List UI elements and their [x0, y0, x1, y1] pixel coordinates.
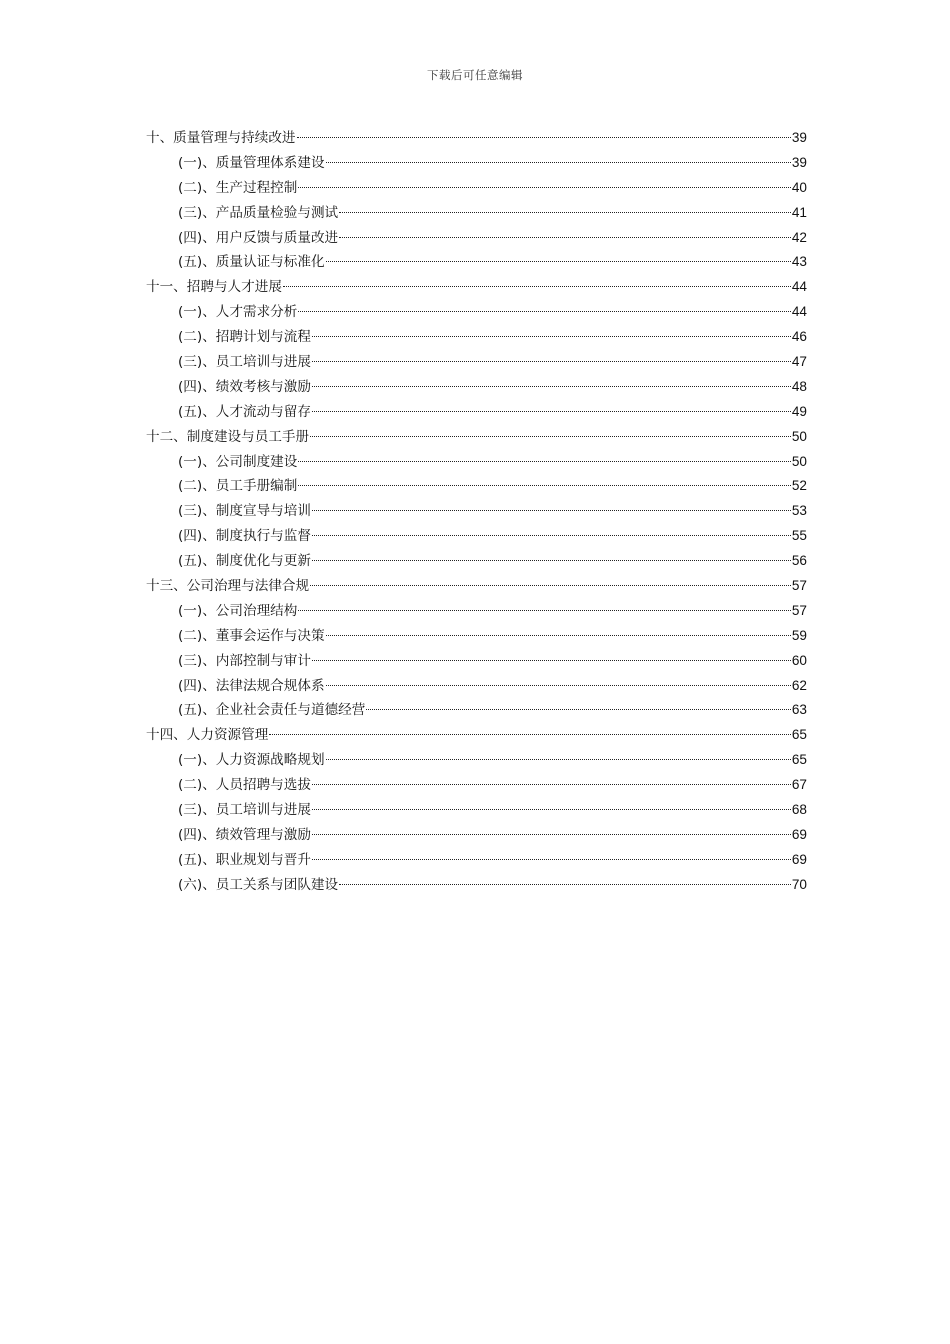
toc-dot-leader	[297, 137, 791, 138]
toc-section-entry[interactable]	[146, 325, 807, 350]
toc-entry-title: (五)、企业社会责任与道德经营	[178, 702, 366, 719]
toc-entry-page-number: 67	[791, 777, 807, 793]
toc-entry-page-number: 63	[791, 702, 807, 718]
toc-section-entry[interactable]	[146, 350, 807, 375]
toc-entry-title: 十三、公司治理与法律合规	[146, 578, 310, 595]
toc-section-entry[interactable]	[146, 748, 807, 773]
toc-dot-leader	[312, 859, 791, 860]
toc-section-entry[interactable]	[146, 176, 807, 201]
toc-dot-leader	[326, 162, 791, 163]
toc-entry-page-number: 59	[791, 627, 807, 643]
toc-entry-page-number: 65	[791, 727, 807, 743]
toc-dot-leader	[312, 510, 791, 511]
toc-dot-leader	[312, 361, 791, 362]
toc-dot-leader	[326, 759, 791, 760]
toc-section-entry[interactable]	[146, 300, 807, 325]
toc-entry-page-number: 39	[791, 130, 807, 145]
toc-section-entry[interactable]	[146, 226, 807, 251]
toc-entry-title: (三)、内部控制与审计	[178, 652, 311, 669]
toc-dot-leader	[339, 212, 791, 213]
toc-entry-page-number: 52	[791, 478, 807, 494]
toc-dot-leader	[326, 685, 791, 686]
toc-section-entry[interactable]	[146, 524, 807, 549]
toc-entry-page-number: 43	[791, 254, 807, 270]
toc-entry-title: (四)、绩效管理与激励	[178, 826, 311, 843]
toc-dot-leader	[312, 784, 791, 785]
toc-section-entry[interactable]	[146, 698, 807, 723]
toc-entry-title: (三)、产品质量检验与测试	[178, 204, 339, 221]
toc-section-entry[interactable]	[146, 599, 807, 624]
toc-section-entry[interactable]	[146, 201, 807, 226]
toc-entry-title: (五)、人才流动与留存	[178, 403, 311, 420]
toc-entry-page-number: 50	[791, 428, 807, 444]
toc-entry-page-number: 46	[791, 329, 807, 345]
toc-entry-title: (一)、人力资源战略规划	[178, 752, 325, 769]
toc-entry-title: (二)、人员招聘与选拔	[178, 777, 311, 794]
header-note: 下载后可任意编辑	[427, 68, 523, 82]
toc-dot-leader	[269, 734, 791, 735]
toc-entry-page-number: 53	[791, 503, 807, 519]
toc-chapter-entry[interactable]	[146, 574, 807, 599]
toc-section-entry[interactable]	[146, 823, 807, 848]
toc-dot-leader	[366, 709, 791, 710]
toc-section-entry[interactable]	[146, 151, 807, 176]
toc-entry-page-number: 40	[791, 179, 807, 195]
toc-entry-page-number: 50	[791, 453, 807, 469]
toc-entry-title: (二)、员工手册编制	[178, 478, 298, 495]
toc-entry-title: (五)、职业规划与晋升	[178, 851, 311, 868]
toc-entry-title: (四)、制度执行与监督	[178, 528, 311, 545]
toc-section-entry[interactable]	[146, 773, 807, 798]
toc-dot-leader	[326, 261, 791, 262]
toc-dot-leader	[312, 535, 791, 536]
toc-entry-page-number: 55	[791, 528, 807, 544]
toc-chapter-entry[interactable]	[146, 425, 807, 450]
toc-entry-title: (五)、质量认证与标准化	[178, 254, 325, 271]
toc-entry-title: (二)、董事会运作与决策	[178, 627, 325, 644]
toc-entry-page-number: 39	[791, 154, 807, 170]
toc-entry-page-number: 62	[791, 677, 807, 693]
toc-entry-title: (四)、绩效考核与激励	[178, 378, 311, 395]
toc-entry-page-number: 42	[791, 229, 807, 245]
toc-entry-page-number: 41	[791, 204, 807, 220]
toc-entry-page-number: 44	[791, 279, 807, 295]
toc-section-entry[interactable]	[146, 549, 807, 574]
toc-entry-page-number: 69	[791, 851, 807, 867]
toc-section-entry[interactable]	[146, 250, 807, 275]
toc-dot-leader	[298, 485, 791, 486]
toc-entry-title: (五)、制度优化与更新	[178, 553, 311, 570]
toc-dot-leader	[283, 286, 791, 287]
toc-dot-leader	[326, 635, 791, 636]
toc-entry-title: (四)、法律法规合规体系	[178, 677, 325, 694]
toc-entry-page-number: 44	[791, 304, 807, 320]
toc-dot-leader	[298, 311, 791, 312]
toc-entry-page-number: 49	[791, 403, 807, 419]
toc-entry-page-number: 57	[791, 602, 807, 618]
toc-entry-title: (三)、员工培训与进展	[178, 802, 311, 819]
toc-dot-leader	[312, 660, 791, 661]
toc-section-entry[interactable]	[146, 649, 807, 674]
toc-dot-leader	[310, 436, 791, 437]
toc-dot-leader	[298, 610, 791, 611]
toc-dot-leader	[312, 411, 791, 412]
toc-dot-leader	[298, 187, 791, 188]
toc-dot-leader	[339, 237, 791, 238]
toc-dot-leader	[312, 809, 791, 810]
toc-entry-page-number: 70	[791, 876, 807, 892]
toc-section-entry[interactable]	[146, 624, 807, 649]
toc-entry-title: 十、质量管理与持续改进	[146, 130, 296, 146]
toc-entry-page-number: 57	[791, 578, 807, 594]
toc-dot-leader	[312, 336, 791, 337]
toc-chapter-entry[interactable]	[146, 126, 807, 151]
toc-entry-title: 十二、制度建设与员工手册	[146, 428, 310, 445]
toc-dot-leader	[312, 834, 791, 835]
toc-section-entry[interactable]	[146, 499, 807, 524]
toc-section-entry[interactable]	[146, 674, 807, 699]
toc-section-entry[interactable]	[146, 450, 807, 475]
toc-entry-page-number: 56	[791, 553, 807, 569]
toc-dot-leader	[312, 386, 791, 387]
toc-entry-title: (二)、生产过程控制	[178, 179, 298, 196]
toc-dot-leader	[310, 585, 791, 586]
toc-section-entry[interactable]	[146, 873, 807, 898]
toc-entry-title: (一)、质量管理体系建设	[178, 154, 325, 171]
toc-entry-title: (一)、公司治理结构	[178, 602, 298, 619]
toc-entry-title: (四)、用户反馈与质量改进	[178, 229, 339, 246]
toc-section-entry[interactable]	[146, 375, 807, 400]
toc-entry-page-number: 48	[791, 378, 807, 394]
toc-section-entry[interactable]	[146, 400, 807, 425]
toc-entry-title: (六)、员工关系与团队建设	[178, 876, 339, 893]
toc-entry-page-number: 69	[791, 826, 807, 842]
toc-entry-title: 十四、人力资源管理	[146, 727, 269, 744]
toc-entry-title: (三)、制度宣导与培训	[178, 503, 311, 520]
toc-entry-page-number: 47	[791, 354, 807, 370]
toc-entry-title: (一)、公司制度建设	[178, 453, 298, 470]
toc-entry-title: (二)、招聘计划与流程	[178, 329, 311, 346]
toc-entry-title: (一)、人才需求分析	[178, 304, 298, 321]
toc-entry-page-number: 60	[791, 652, 807, 668]
table-of-contents	[146, 126, 807, 898]
toc-dot-leader	[339, 884, 791, 885]
toc-entry-title: 十一、招聘与人才进展	[146, 279, 282, 296]
toc-section-entry[interactable]	[146, 474, 807, 499]
toc-chapter-entry[interactable]	[146, 275, 807, 300]
toc-chapter-entry[interactable]	[146, 723, 807, 748]
toc-dot-leader	[298, 461, 791, 462]
toc-entry-page-number: 68	[791, 802, 807, 818]
toc-section-entry[interactable]	[146, 848, 807, 873]
toc-dot-leader	[312, 560, 791, 561]
toc-entry-page-number: 65	[791, 752, 807, 768]
toc-entry-title: (三)、员工培训与进展	[178, 354, 311, 371]
toc-section-entry[interactable]	[146, 798, 807, 823]
